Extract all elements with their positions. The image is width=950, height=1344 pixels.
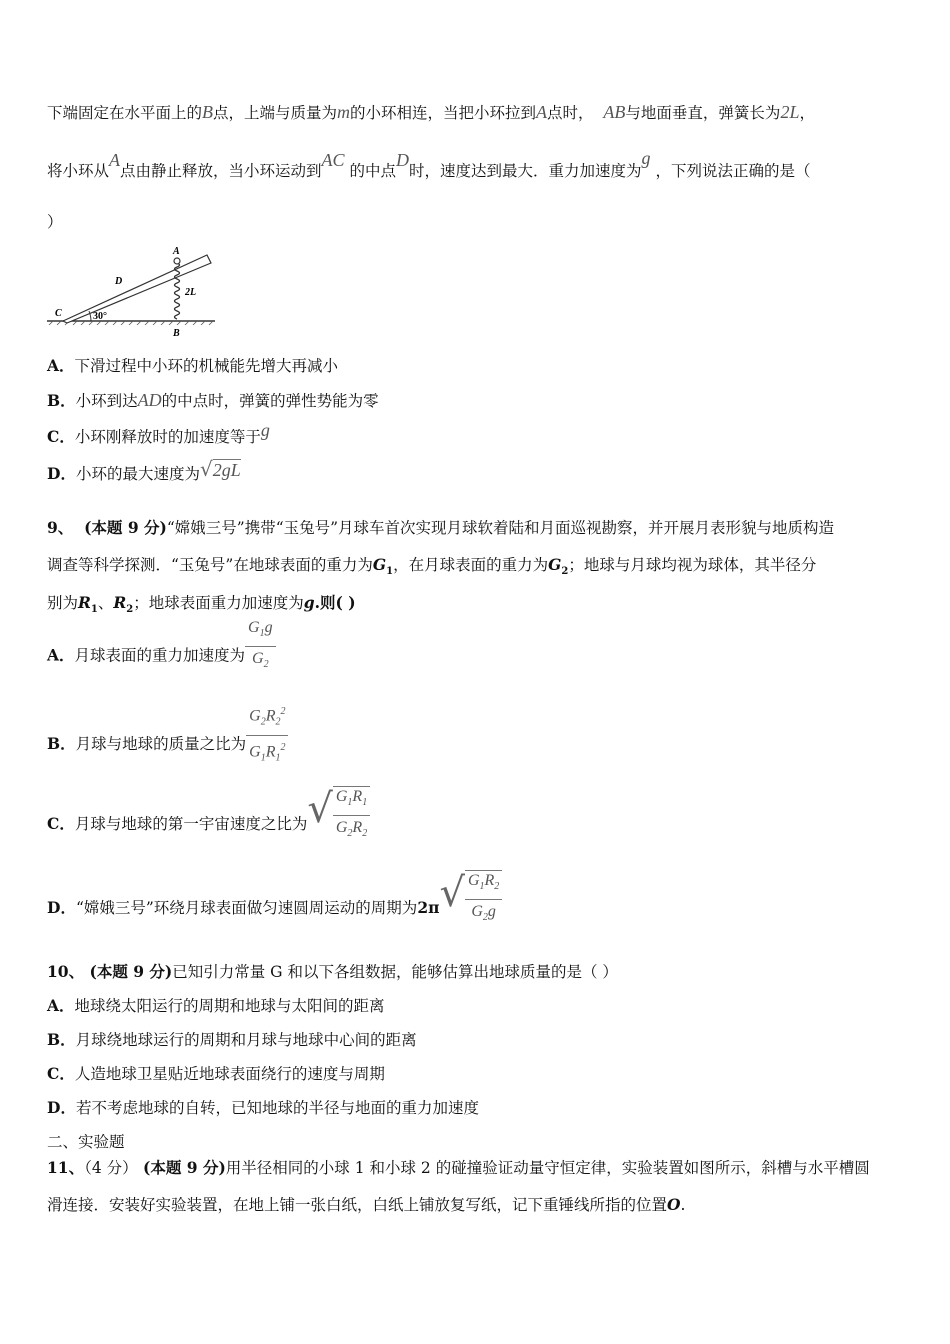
text: 下端固定在水平面上的	[47, 104, 203, 122]
option-key: D．	[47, 1098, 76, 1117]
option-key: A．	[47, 356, 75, 375]
sqrt-2gl: √ 2gL	[199, 456, 241, 481]
math-g: g	[641, 148, 651, 168]
option-key: C．	[47, 1064, 75, 1083]
symbol-g1: G	[372, 555, 387, 574]
q8-option-d	[47, 456, 241, 486]
intro-line-2	[47, 148, 811, 181]
sym: G	[249, 742, 261, 760]
question-number: 10、	[47, 962, 85, 981]
question-score: （4 分）	[84, 1159, 138, 1177]
sym: R	[265, 742, 276, 760]
text: 别为	[47, 594, 79, 612]
option-text: 小环刚释放时的加速度等于	[74, 428, 261, 446]
label-2l: 2L	[185, 287, 197, 298]
option-text: 小环的最大速度为	[75, 465, 200, 483]
sub: 2	[263, 659, 269, 671]
text: 点由静止释放，当小环运动到	[120, 162, 322, 180]
text: 与地面垂直，弹簧长为	[625, 104, 781, 122]
text: 、	[97, 594, 114, 612]
q10-option-b	[47, 1030, 417, 1050]
q10-stem	[47, 962, 618, 982]
text: 点，上端与质量为	[213, 104, 338, 122]
q9-option-a	[47, 619, 276, 685]
incline-spring-figure	[45, 243, 220, 338]
option-key: B．	[47, 1030, 76, 1049]
label-a: A	[173, 246, 180, 257]
sym: R	[352, 788, 363, 805]
option-text: 地球绕太阳运行的周期和地球与太阳间的距离	[74, 997, 385, 1015]
text: .	[680, 1196, 686, 1214]
label-d: D	[115, 276, 123, 287]
math-a: A	[109, 150, 121, 170]
q9-option-d	[47, 870, 502, 938]
text: 点时，	[547, 104, 594, 122]
q8-option-b	[47, 390, 379, 411]
sym: g	[487, 903, 496, 921]
sub: 1	[260, 752, 266, 764]
q9-line-1	[47, 518, 834, 538]
label-b: B	[173, 328, 180, 338]
option-key: D．	[47, 464, 76, 483]
sym: G	[249, 707, 261, 725]
q10-option-c	[47, 1064, 385, 1084]
sub: 2	[126, 604, 134, 616]
symbol-o: O	[667, 1195, 681, 1214]
math-ac: AC	[321, 150, 345, 170]
sqrt-period: √ $\frac{G_1R_2}{G_2g}$	[439, 870, 502, 928]
math-2gl: 2gL	[212, 459, 241, 480]
text: 将小环从	[47, 162, 110, 180]
text: 的中点	[349, 162, 396, 180]
sub: 1	[347, 797, 353, 809]
text: 调查等科学探测．“玉兔号”在地球表面的重力为	[47, 556, 373, 574]
text: ；地球表面重力加速度为	[133, 594, 304, 612]
sym: R	[352, 819, 363, 837]
option-key: B．	[47, 734, 76, 754]
math-2l: 2L	[780, 102, 800, 122]
text: ，下列说法正确的是（	[655, 162, 811, 180]
label-angle: 30°	[93, 311, 107, 322]
text: 时，速度达到最大．重力加速度为	[409, 162, 642, 180]
sub: 1	[386, 566, 394, 578]
question-text: 已知引力常量 G 和以下各组数据，能够估算出地球质量的是（ ）	[172, 963, 618, 981]
option-key: D．	[47, 898, 76, 918]
sub: 1	[362, 797, 368, 809]
text: ，在月球表面的重力为	[393, 556, 549, 574]
math-d: D	[396, 150, 409, 170]
sub: 1	[275, 752, 281, 764]
q9-option-b	[47, 706, 288, 778]
symbol-g2: G	[548, 555, 562, 574]
symbol-r1: R	[78, 593, 91, 612]
option-text: 小环到达	[75, 392, 138, 410]
question-text: “嫦娥三号”携带“玉兔号”月球车首次实现月球软着陆和月面巡视勘察，并开展月表形貌与地质构造	[166, 519, 835, 537]
option-text: 月球绕地球运行的周期和月球与地球中心间的距离	[75, 1031, 417, 1049]
text: ；地球与月球均视为球体，其半径分	[568, 556, 817, 574]
sub: 2	[494, 881, 500, 893]
math-ab: AB	[603, 102, 626, 122]
sym: G	[467, 872, 480, 889]
question-tag: (本题 9 分)	[143, 1158, 226, 1177]
math-g: g	[260, 420, 270, 440]
sym: G	[335, 788, 348, 805]
fraction-g1g-over-g2	[245, 618, 276, 675]
question-number: 9、	[47, 518, 74, 537]
sym: G	[335, 819, 348, 837]
math-ad: AD	[137, 390, 162, 410]
q11-line-2	[47, 1195, 685, 1215]
symbol-r2: R	[113, 593, 127, 612]
sub: 2	[561, 566, 569, 578]
question-tag: (本题 9 分)	[89, 962, 173, 981]
option-key: A．	[47, 645, 75, 665]
math-b: B	[202, 102, 214, 122]
q9-line-3	[47, 593, 356, 620]
symbol-g: g	[303, 593, 315, 612]
sub: 1	[259, 628, 265, 640]
sub: 2	[482, 912, 488, 924]
sub: 2	[347, 828, 353, 840]
sub: 1	[479, 881, 485, 893]
sqrt-velocity-ratio: √ $\frac{G_1R_1}{G_2R_2}$	[307, 786, 370, 844]
option-text: “嫦娥三号”环绕月球表面做匀速圆周运动的周期为	[75, 899, 418, 918]
question-tag: (本题 9 分)	[84, 518, 167, 537]
question-number: 11、	[47, 1158, 85, 1177]
coefficient: 2π	[417, 898, 440, 918]
option-key: C．	[47, 427, 75, 446]
question-text: 用半径相同的小球 1 和小球 2 的碰撞验证动量守恒定律，实验装置如图所示，斜槽与水平槽圆	[225, 1159, 870, 1177]
question-text: 滑连接．安装好实验装置，在地上铺一张白纸，白纸上铺放复写纸，记下重锤线所指的位置	[47, 1196, 668, 1214]
q8-option-c	[47, 420, 270, 447]
ring	[174, 258, 180, 264]
option-text: 下滑过程中小环的机械能先增大再减小	[74, 357, 339, 375]
q11-line-1	[47, 1158, 870, 1178]
text: 的小环相连，当把小环拉到	[350, 104, 537, 122]
q9-option-c	[47, 786, 370, 854]
sup: 2	[280, 741, 286, 753]
option-key: A．	[47, 996, 75, 1015]
sub: 2	[362, 828, 368, 840]
label-c: C	[55, 308, 62, 319]
option-text: 月球表面的重力加速度为	[74, 646, 246, 665]
q10-option-a	[47, 996, 385, 1016]
section-title: 二、实验题	[47, 1133, 125, 1151]
sub: 2	[275, 716, 281, 728]
sub: 2	[260, 716, 266, 728]
sym: g	[264, 619, 273, 636]
option-key: C．	[47, 814, 75, 834]
option-text: 人造地球卫星贴近地球表面绕行的速度与周期	[74, 1065, 385, 1083]
option-text: 若不考虑地球的自转，已知地球的半径与地面的重力加速度	[75, 1099, 479, 1117]
option-text: 的中点时，弹簧的弹性势能为零	[161, 392, 379, 410]
fraction-mass-ratio	[246, 702, 288, 768]
math-a: A	[536, 102, 548, 122]
option-key: B．	[47, 391, 76, 410]
q10-option-d	[47, 1098, 479, 1118]
intro-line-1	[47, 102, 815, 123]
sym: R	[484, 872, 495, 889]
sub: 1	[90, 604, 98, 616]
sup: 2	[280, 706, 286, 717]
option-text: 月球与地球的第一宇宙速度之比为	[74, 815, 308, 834]
q8-option-a	[47, 356, 338, 376]
sym: R	[265, 707, 276, 725]
sym: G	[471, 903, 483, 921]
intro-line-3: ）	[47, 213, 63, 231]
text: .则( )	[314, 593, 356, 612]
sym: G	[252, 650, 264, 668]
text: ，	[799, 104, 815, 122]
sym: G	[248, 619, 260, 636]
q9-line-2	[47, 555, 816, 582]
math-m: m	[337, 102, 351, 122]
option-text: 月球与地球的质量之比为	[75, 735, 247, 754]
